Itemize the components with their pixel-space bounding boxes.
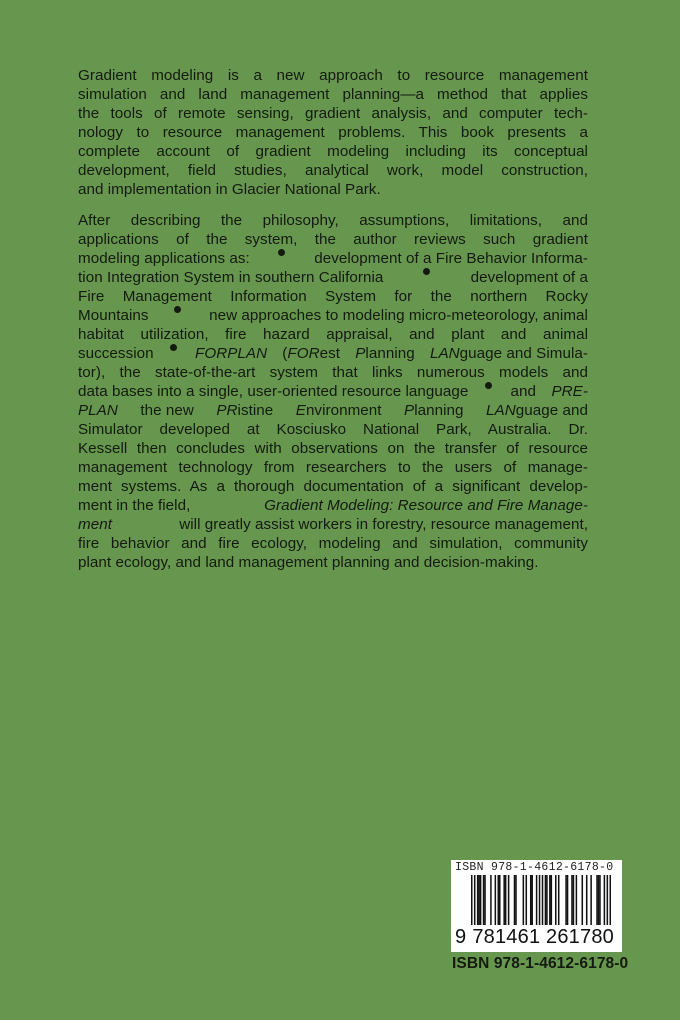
text-line: tor), the state-of-the-art system that links numerous models and [78,364,588,381]
text-fragment: will greatly assist workers in forestry, resource management, [179,516,588,533]
text-line [78,306,588,325]
bullet-icon [423,268,430,275]
book-title: ment [78,516,112,533]
text-line: Fire Management Information System for the northern Rocky [78,288,588,305]
text-line: habitat utilization, fire hazard appraisal, and plant and animal [78,326,588,343]
acronym-forplan: FORPLAN [195,345,268,362]
barcode-digits [454,925,615,949]
text-fragment: tion Integration System in southern California [78,269,384,286]
acronym-part: P [404,402,415,419]
acronym-part: P [355,345,366,362]
text-line: After describing the philosophy, assumptions, limitations, and [78,212,588,229]
text-fragment [430,344,588,363]
text-fragment: ment in the field, [78,497,191,514]
text-line: Simulator developed at Kosciusko National Park, Australia. Dr. [78,421,588,438]
text-line [78,401,588,420]
text-fragment [282,344,340,363]
acronym-part: FOR [287,345,320,362]
acronym-part: LAN [486,402,516,419]
text-line: simulation and land management planning—a method that applies [78,86,588,103]
text-line: nology to resource management problems. This book presents a [78,124,588,141]
text-line [78,249,588,268]
bullet-icon [485,382,492,389]
barcode-lead-digit: 9 [455,926,467,948]
acronym-preplan: PLAN [78,402,118,419]
bullet-icon [278,249,285,256]
text-fragment: data bases into a single, user-oriented resource language [78,383,469,400]
text-part: istine [237,402,274,419]
text-line: and implementation in Glacier National Park. [78,181,381,198]
paren: ( [282,345,288,362]
isbn-number: ISBN 978-1-4612-6178-0 [452,955,629,972]
text-fragment: and [510,383,536,400]
acronym-part: PR [216,402,238,419]
acronym-part: E [295,402,306,419]
text-line [78,268,588,287]
blurb-paragraph-2 [78,211,588,572]
text-line [78,382,588,401]
acronym-part: LAN [429,345,460,362]
text-part: lanning [365,345,415,362]
text-part: guage and Simula- [459,345,588,362]
text-fragment [296,401,382,420]
text-fragment [486,401,588,420]
text-fragment: new approaches to modeling micro-meteorology, animal [209,307,588,324]
text-fragment [216,401,273,420]
barcode-digit-groups: 781461 261780 [472,926,614,948]
text-fragment: modeling applications as: [78,250,250,267]
text-line: the tools of remote sensing, gradient analysis, and computer tech- [78,105,588,122]
book-title: Gradient Modeling: Resource and Fire Manage- [264,497,588,514]
text-line: Kessell then concludes with observations on the transfer of resource [78,440,588,457]
bullet-icon [170,344,177,351]
text-part: guage and [515,402,588,419]
text-line: applications of the system, the author reviews such gradient [78,231,588,248]
text-line: management technology from researchers to the users of manage- [78,459,588,476]
text-part: est [319,345,341,362]
text-fragment: development of a [470,269,588,286]
text-fragment: the new [140,402,194,419]
acronym-preplan: PRE- [551,383,588,400]
text-line: complete account of gradient modeling including its conceptual [78,143,588,160]
text-line [78,496,588,515]
text-line: Gradient modeling is a new approach to resource management [78,67,588,84]
text-part: lanning [414,402,464,419]
back-cover-blurb [78,66,588,572]
text-line: development, field studies, analytical work, model construction, [78,162,588,179]
text-fragment [355,344,415,363]
text-line: fire behavior and fire ecology, modeling and simulation, community [78,535,588,552]
text-fragment: succession [78,345,154,362]
text-fragment: development of a Fire Behavior Informa- [314,250,588,267]
barcode-isbn-label: ISBN 978-1-4612-6178-0 [455,861,614,874]
text-part: nvironment [305,402,382,419]
text-fragment: Mountains [78,307,149,324]
text-line [78,344,588,363]
bullet-icon [174,306,181,313]
blurb-paragraph-1 [78,66,588,199]
text-line: plant ecology, and land management planning and decision-making. [78,554,539,571]
isbn-barcode [451,860,622,952]
text-line: ment systems. As a thorough documentation of a significant develop- [78,478,588,495]
text-fragment [404,401,464,420]
text-line [78,515,588,534]
